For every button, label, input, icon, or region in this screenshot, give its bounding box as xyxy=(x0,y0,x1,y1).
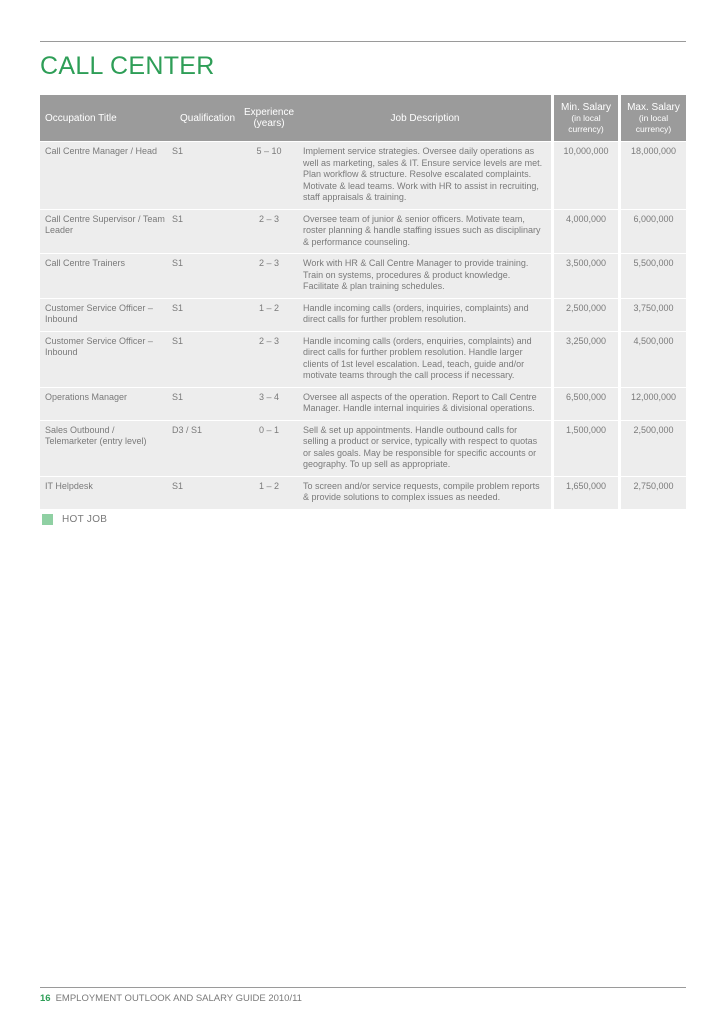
cell-max-salary: 18,000,000 xyxy=(618,141,686,209)
cell-description: To screen and/or service requests, compile problem reports & provide solutions to complex issues as needed. xyxy=(299,476,551,509)
header-min-salary xyxy=(551,95,618,141)
header-experience xyxy=(239,95,299,141)
cell-qualification: S1 xyxy=(170,141,239,209)
cell-min-salary: 4,000,000 xyxy=(551,209,618,254)
cell-qualification: D3 / S1 xyxy=(170,420,239,476)
cell-description: Handle incoming calls (orders, inquiries, complaints) and direct calls for further problem resolution. xyxy=(299,298,551,331)
header-max-salary xyxy=(618,95,686,141)
cell-max-salary: 2,500,000 xyxy=(618,420,686,476)
cell-description: Oversee all aspects of the operation. Report to Call Centre Manager. Handle internal inquiries & divisional operations. xyxy=(299,387,551,420)
header-max-currency-2: currency) xyxy=(635,123,672,134)
hot-job-legend xyxy=(42,514,107,525)
header-min-currency-1: (in local xyxy=(571,112,601,123)
cell-description: Handle incoming calls (orders, enquiries, complaints) and direct calls for further problem resolution. Handle larger clients of 1st level escalation. Lead, teach, guide and/or motivate teams through the call process if necessary. xyxy=(299,331,551,387)
header-qualification: Qualification xyxy=(170,95,239,141)
cell-min-salary: 3,500,000 xyxy=(551,253,618,298)
cell-description: Oversee team of junior & senior officers. Motivate team, roster planning & handle staffing issues such as disciplinary & performance counseling. xyxy=(299,209,551,254)
cell-occupation: IT Helpdesk xyxy=(40,476,170,509)
table-row xyxy=(40,253,686,298)
header-min-currency-2: currency) xyxy=(568,123,604,134)
cell-max-salary: 2,750,000 xyxy=(618,476,686,509)
cell-description: Work with HR & Call Centre Manager to provide training. Train on systems, procedures & product knowledge. Facilitate & plan training schedules. xyxy=(299,253,551,298)
table-row xyxy=(40,209,686,254)
hot-job-swatch-icon xyxy=(42,514,53,525)
cell-occupation: Operations Manager xyxy=(40,387,170,420)
cell-occupation: Customer Service Officer – Inbound xyxy=(40,298,170,331)
page-footer xyxy=(40,993,302,1004)
cell-experience: 1 – 2 xyxy=(239,298,299,331)
cell-min-salary: 2,500,000 xyxy=(551,298,618,331)
footer-title: EMPLOYMENT OUTLOOK AND SALARY GUIDE 2010/11 xyxy=(55,993,302,1004)
header-max-currency-1: (in local xyxy=(638,112,669,123)
footer-divider xyxy=(40,987,686,988)
table-row xyxy=(40,298,686,331)
page-number: 16 xyxy=(40,993,51,1004)
header-description: Job Description xyxy=(299,95,551,141)
cell-description: Implement service strategies. Oversee daily operations as well as marketing, sales & IT. Ensure service levels are met. Plan workflow & structure. Resolve escalated complaints. Motivate & lead teams. Work with HR to assist in recruiting, staff appraisals & training. xyxy=(299,141,551,209)
header-occupation: Occupation Title xyxy=(40,95,170,141)
header-experience-label: Experience xyxy=(243,107,295,118)
cell-experience: 0 – 1 xyxy=(239,420,299,476)
header-max-salary-label: Max. Salary xyxy=(627,101,680,113)
cell-occupation: Customer Service Officer – Inbound xyxy=(40,331,170,387)
table-row xyxy=(40,476,686,509)
cell-max-salary: 4,500,000 xyxy=(618,331,686,387)
cell-qualification: S1 xyxy=(170,387,239,420)
cell-min-salary: 3,250,000 xyxy=(551,331,618,387)
cell-max-salary: 12,000,000 xyxy=(618,387,686,420)
table-header-row xyxy=(40,95,686,141)
cell-experience: 3 – 4 xyxy=(239,387,299,420)
cell-experience: 2 – 3 xyxy=(239,209,299,254)
cell-max-salary: 6,000,000 xyxy=(618,209,686,254)
cell-min-salary: 10,000,000 xyxy=(551,141,618,209)
salary-table xyxy=(40,95,686,509)
cell-min-salary: 1,500,000 xyxy=(551,420,618,476)
table-row xyxy=(40,331,686,387)
table-row xyxy=(40,420,686,476)
cell-max-salary: 3,750,000 xyxy=(618,298,686,331)
cell-description: Sell & set up appointments. Handle outbound calls for selling a product or service, typically with respect to quotas or sales goals. May be responsible for specific accounts or geography. To up sell as appropriate. xyxy=(299,420,551,476)
header-min-salary-label: Min. Salary xyxy=(560,101,611,113)
cell-experience: 2 – 3 xyxy=(239,253,299,298)
top-divider xyxy=(40,41,686,42)
cell-occupation: Call Centre Trainers xyxy=(40,253,170,298)
cell-occupation: Call Centre Supervisor / Team Leader xyxy=(40,209,170,254)
table-row xyxy=(40,141,686,209)
table-row xyxy=(40,387,686,420)
header-experience-unit: (years) xyxy=(253,118,285,129)
cell-qualification: S1 xyxy=(170,331,239,387)
cell-experience: 2 – 3 xyxy=(239,331,299,387)
cell-min-salary: 1,650,000 xyxy=(551,476,618,509)
cell-occupation: Sales Outbound / Telemarketer (entry level) xyxy=(40,420,170,476)
cell-qualification: S1 xyxy=(170,476,239,509)
cell-experience: 5 – 10 xyxy=(239,141,299,209)
page-title: CALL CENTER xyxy=(40,52,215,80)
cell-experience: 1 – 2 xyxy=(239,476,299,509)
cell-qualification: S1 xyxy=(170,209,239,254)
hot-job-label: HOT JOB xyxy=(62,514,108,525)
cell-qualification: S1 xyxy=(170,253,239,298)
cell-min-salary: 6,500,000 xyxy=(551,387,618,420)
cell-qualification: S1 xyxy=(170,298,239,331)
cell-max-salary: 5,500,000 xyxy=(618,253,686,298)
cell-occupation: Call Centre Manager / Head xyxy=(40,141,170,209)
